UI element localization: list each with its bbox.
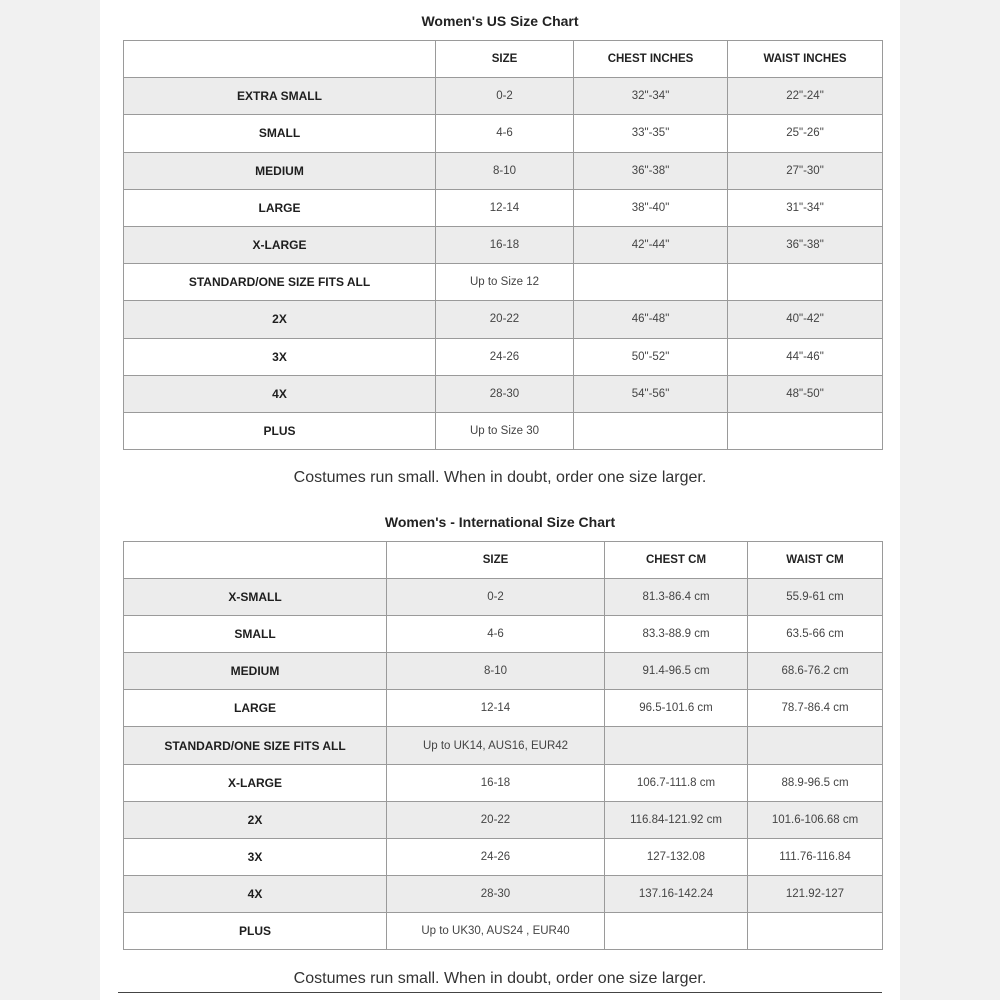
size-name-cell: MEDIUM — [124, 152, 436, 189]
waist-cell: 63.5-66 cm — [748, 616, 883, 653]
size-name-cell: 2X — [124, 301, 436, 338]
size-name-cell: X-LARGE — [124, 226, 436, 263]
table-row — [124, 412, 883, 449]
size-name-cell: X-SMALL — [124, 579, 387, 616]
intl-size-table — [123, 541, 883, 950]
size-cell: 0-2 — [387, 579, 605, 616]
table-row — [124, 838, 883, 875]
size-name-cell: PLUS — [124, 412, 436, 449]
table-row — [124, 301, 883, 338]
size-cell: 16-18 — [387, 764, 605, 801]
table-row — [124, 375, 883, 412]
chest-cell: 46"-48" — [574, 301, 728, 338]
column-header: WAIST CM — [748, 542, 883, 579]
waist-cell: 31"-34" — [728, 189, 883, 226]
size-cell: Up to Size 12 — [436, 264, 574, 301]
waist-cell: 22"-24" — [728, 78, 883, 115]
size-name-cell: 3X — [124, 338, 436, 375]
chest-cell: 33"-35" — [574, 115, 728, 152]
column-header: CHEST CM — [605, 542, 748, 579]
table-row — [124, 801, 883, 838]
table-row — [124, 189, 883, 226]
size-name-cell: STANDARD/ONE SIZE FITS ALL — [124, 264, 436, 301]
header-row — [124, 542, 883, 579]
table-row — [124, 226, 883, 263]
table-row — [124, 115, 883, 152]
chest-cell — [605, 912, 748, 949]
waist-cell: 25"-26" — [728, 115, 883, 152]
chest-cell: 137.16-142.24 — [605, 875, 748, 912]
size-cell: 8-10 — [387, 653, 605, 690]
us-chart-note: Costumes run small. When in doubt, order one size larger. — [293, 469, 707, 486]
size-cell: 8-10 — [436, 152, 574, 189]
waist-cell: 55.9-61 cm — [748, 579, 883, 616]
table-row — [124, 727, 883, 764]
size-cell: 24-26 — [387, 838, 605, 875]
intl-size-table-body — [124, 542, 883, 950]
chest-cell — [605, 727, 748, 764]
size-name-cell: SMALL — [124, 616, 387, 653]
table-row — [124, 579, 883, 616]
waist-cell: 27"-30" — [728, 152, 883, 189]
chest-cell: 83.3-88.9 cm — [605, 616, 748, 653]
waist-cell: 40"-42" — [728, 301, 883, 338]
waist-cell: 44"-46" — [728, 338, 883, 375]
table-row — [124, 78, 883, 115]
intl-chart-note: Costumes run small. When in doubt, order one size larger. — [293, 970, 707, 987]
size-cell: 0-2 — [436, 78, 574, 115]
waist-cell: 111.76-116.84 — [748, 838, 883, 875]
bottom-divider — [118, 992, 882, 993]
size-cell: Up to Size 30 — [436, 412, 574, 449]
table-row — [124, 912, 883, 949]
size-name-cell: X-LARGE — [124, 764, 387, 801]
waist-cell: 68.6-76.2 cm — [748, 653, 883, 690]
size-name-cell: LARGE — [124, 690, 387, 727]
size-cell: 20-22 — [436, 301, 574, 338]
chest-cell — [574, 412, 728, 449]
chest-cell: 96.5-101.6 cm — [605, 690, 748, 727]
column-header — [124, 41, 436, 78]
size-cell: 28-30 — [387, 875, 605, 912]
waist-cell: 36"-38" — [728, 226, 883, 263]
column-header — [124, 542, 387, 579]
size-name-cell: STANDARD/ONE SIZE FITS ALL — [124, 727, 387, 764]
chest-cell: 106.7-111.8 cm — [605, 764, 748, 801]
size-cell: 24-26 — [436, 338, 574, 375]
chest-cell: 91.4-96.5 cm — [605, 653, 748, 690]
size-cell: 12-14 — [387, 690, 605, 727]
table-row — [124, 338, 883, 375]
waist-cell: 88.9-96.5 cm — [748, 764, 883, 801]
size-cell: 12-14 — [436, 189, 574, 226]
chest-cell: 42"-44" — [574, 226, 728, 263]
chest-cell: 54"-56" — [574, 375, 728, 412]
column-header: SIZE — [387, 542, 605, 579]
size-cell: 16-18 — [436, 226, 574, 263]
column-header: SIZE — [436, 41, 574, 78]
chest-cell: 36"-38" — [574, 152, 728, 189]
chest-cell — [574, 264, 728, 301]
us-size-table — [123, 40, 883, 450]
table-row — [124, 152, 883, 189]
size-name-cell: 4X — [124, 875, 387, 912]
us-chart-title: Women's US Size Chart — [421, 13, 579, 29]
size-cell: 28-30 — [436, 375, 574, 412]
waist-cell — [728, 264, 883, 301]
waist-cell: 78.7-86.4 cm — [748, 690, 883, 727]
size-name-cell: EXTRA SMALL — [124, 78, 436, 115]
size-name-cell: LARGE — [124, 189, 436, 226]
chest-cell: 81.3-86.4 cm — [605, 579, 748, 616]
header-row — [124, 41, 883, 78]
chest-cell: 32"-34" — [574, 78, 728, 115]
intl-chart-title: Women's - International Size Chart — [384, 514, 616, 530]
us-size-table-body — [124, 41, 883, 450]
table-row — [124, 616, 883, 653]
size-name-cell: PLUS — [124, 912, 387, 949]
chest-cell: 127-132.08 — [605, 838, 748, 875]
size-name-cell: 2X — [124, 801, 387, 838]
table-row — [124, 690, 883, 727]
table-row — [124, 764, 883, 801]
chest-cell: 38"-40" — [574, 189, 728, 226]
size-name-cell: 4X — [124, 375, 436, 412]
waist-cell: 48"-50" — [728, 375, 883, 412]
size-cell: 4-6 — [387, 616, 605, 653]
size-cell: 4-6 — [436, 115, 574, 152]
size-name-cell: MEDIUM — [124, 653, 387, 690]
waist-cell — [748, 727, 883, 764]
size-cell: Up to UK14, AUS16, EUR42 — [387, 727, 605, 764]
waist-cell: 121.92-127 — [748, 875, 883, 912]
size-name-cell: 3X — [124, 838, 387, 875]
size-cell: Up to UK30, AUS24 , EUR40 — [387, 912, 605, 949]
table-row — [124, 875, 883, 912]
column-header: WAIST INCHES — [728, 41, 883, 78]
waist-cell: 101.6-106.68 cm — [748, 801, 883, 838]
waist-cell — [748, 912, 883, 949]
table-row — [124, 653, 883, 690]
chest-cell: 116.84-121.92 cm — [605, 801, 748, 838]
waist-cell — [728, 412, 883, 449]
size-cell: 20-22 — [387, 801, 605, 838]
chest-cell: 50"-52" — [574, 338, 728, 375]
size-name-cell: SMALL — [124, 115, 436, 152]
table-row — [124, 264, 883, 301]
column-header: CHEST INCHES — [574, 41, 728, 78]
